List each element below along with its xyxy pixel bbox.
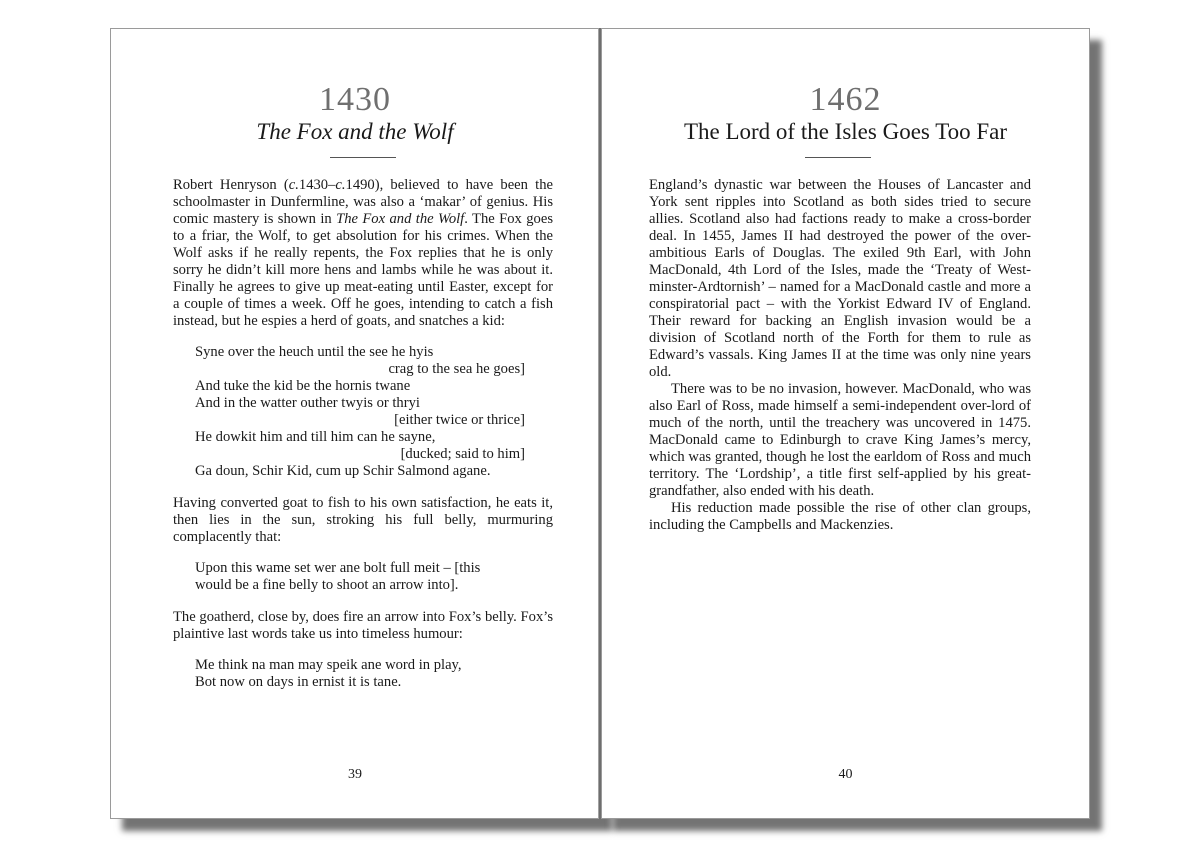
chapter-body	[173, 177, 553, 706]
chapter-year: 1430	[319, 81, 391, 118]
verse-line: He dowkit him and till him can he sayne,	[195, 429, 436, 445]
title-divider	[805, 157, 871, 158]
chapter-year: 1462	[809, 81, 882, 118]
paragraph: England’s dynastic war between the Houses of Lancaster and York sent ripples into Scotland as both sides tried to secure allies. Scotland also had factions ready to make a cross-border deal. In 1455, James II had destroyed the power of the over-ambitious Earls of Douglas. The exiled 9th Earl, with John MacDonald, 4th Lord of the Isles, made the ‘Treaty of West-minster-Ardtornish’ – named for a MacDonald castle and more a conspiratorial pact – with the Yorkist Edward IV of England. Their reward for backing an English invasion would be a division of Scotland north of the Forth for them to rule as Edward’s vassals. King James II at the time was only nine years old.	[649, 177, 1031, 380]
chapter-title: The Fox and the Wolf	[256, 119, 454, 144]
verse-gloss: [ducked; said to him]	[400, 446, 525, 462]
verse-block	[195, 657, 553, 691]
text-run: . The Fox goes to a friar, the Wolf, to get absolution for his crimes. When the Wolf asks if he really repents, the Fox replies that he is only sorry he didn’t kill more hens and lambs while he was about it. Finally he agrees to give up meat-eating until Easter, except for a couple of times a week. Off he goes, intending to catch a fish instead, but he espies a herd of goats, and snatches a kid:	[173, 211, 554, 329]
right-page	[601, 28, 1090, 819]
text-run: 1490), believed to have been the schoolmaster in Dunfermline, was also a ‘makar’ of genius. His comic mastery is shown in	[173, 177, 553, 227]
page-number: 40	[838, 767, 853, 782]
verse-block	[195, 560, 553, 594]
verse-block	[195, 344, 553, 480]
text-run: 1430–	[298, 177, 336, 193]
text-run: Robert Henryson (	[173, 177, 289, 193]
text-run-italic: c.	[335, 177, 346, 193]
paragraph: Having converted goat to fish to his own satisfaction, he eats it, then lies in the sun, stroking his full belly, murmuring complacently that:	[173, 495, 553, 545]
left-page	[110, 28, 600, 819]
paragraph: There was to be no invasion, however. MacDonald, who was also Earl of Ross, made himself a semi-independent over-lord of much of the north, until the treachery was uncovered in 1475. MacDonald came to Edinburgh to crave King James’s mercy, which was granted, though he lost the earldom of Ross and much territory. The ‘Lordship’, a title first self-applied by his great-grandfather, also ended with his death.	[649, 381, 1031, 499]
paragraph: His reduction made possible the rise of other clan groups, including the Campbells and Mackenzies.	[649, 500, 1031, 533]
verse-line: Ga doun, Schir Kid, cum up Schir Salmond agane.	[195, 463, 491, 479]
text-run-italic: c.	[288, 177, 299, 193]
verse-line: would be a fine belly to shoot an arrow into].	[195, 577, 459, 593]
page-number: 39	[348, 767, 362, 782]
verse-line: Me think na man may speik ane word in play,	[195, 657, 462, 673]
verse-gloss: crag to the sea he goes]	[388, 361, 525, 377]
verse-gloss: [either twice or thrice]	[394, 412, 525, 428]
verse-line: And tuke the kid be the hornis twane	[195, 378, 411, 394]
paragraph	[173, 177, 553, 330]
verse-line: Upon this wame set wer ane bolt full meit – [this	[195, 560, 481, 576]
verse-line: And in the watter outher twyis or thryi	[195, 395, 420, 411]
verse-line: Bot now on days in ernist it is tane.	[195, 674, 402, 690]
chapter-title: The Lord of the Isles Goes Too Far	[683, 119, 1008, 144]
paragraph: The goatherd, close by, does fire an arrow into Fox’s belly. Fox’s plaintive last words take us into timeless humour:	[173, 609, 553, 642]
chapter-body	[649, 177, 1031, 534]
title-divider	[330, 157, 396, 158]
verse-line: Syne over the heuch until the see he hyis	[195, 344, 434, 360]
work-title: The Fox and the Wolf	[336, 211, 465, 227]
